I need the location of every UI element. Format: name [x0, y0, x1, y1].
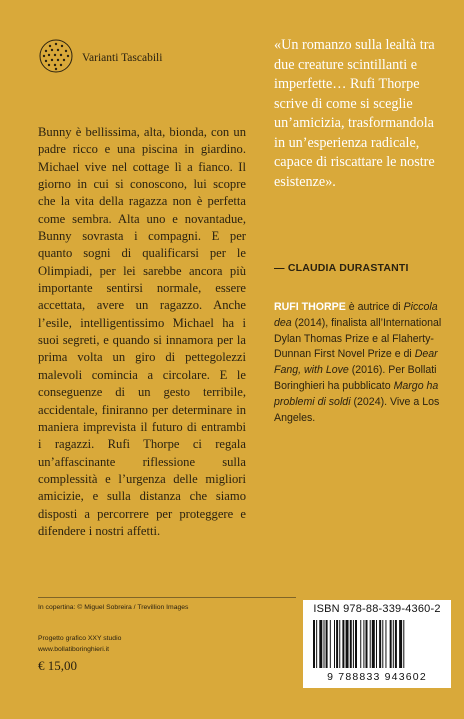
barcode-bar — [355, 620, 357, 668]
barcode-bar — [326, 620, 328, 668]
design-credit — [38, 633, 121, 655]
publisher-seal-icon — [38, 38, 74, 74]
barcode-bar — [346, 620, 349, 668]
bio-text: (2014), finalista all’International Dylan Thomas Prize e al Flaherty-Dunnan First Novel Prize e di — [274, 316, 442, 361]
footer-divider — [38, 597, 296, 598]
barcode-bar — [353, 620, 354, 668]
blurb-quote: «Un romanzo sulla lealtà tra due creature scintillanti e imperfette… Rufi Thorpe scrive di come si sceglie un’amicizia, trasformandola in un’esperienza radicale, capace di riscattare le nostre esistenze». — [274, 37, 435, 190]
barcode-bar — [339, 620, 340, 668]
quote-author: — CLAUDIA DURASTANTI — [274, 262, 409, 274]
designer-line: Progetto grafico XXY studio — [38, 635, 122, 642]
publisher-website: www.bollatiboringhieri.it — [38, 646, 110, 653]
price: € 15,00 — [38, 658, 77, 673]
barcode-bar — [390, 620, 392, 668]
bio-text: (2024). Vive a Los Angeles. — [274, 395, 440, 424]
barcode-bar — [336, 620, 338, 668]
barcode-digits: 9 788833 943602 — [327, 671, 427, 683]
barcode-bar — [360, 620, 361, 668]
barcode-bar — [350, 620, 352, 668]
bio-text: è autrice di — [345, 301, 404, 313]
barcode — [309, 620, 445, 674]
barcode-bar — [330, 620, 331, 668]
bio-text: (2016). Per Bollati Boringhieri ha pubblicato — [274, 364, 437, 392]
book-title: Piccola dea — [274, 301, 438, 329]
barcode-bar — [334, 620, 335, 668]
cover-credit: In copertina: © Miguel Sobreira / Trevillion Images — [38, 604, 189, 611]
barcode-bar — [342, 620, 344, 668]
barcode-bar — [393, 620, 394, 668]
series-name: Varianti Tascabili — [82, 52, 163, 64]
barcode-bar — [376, 620, 377, 668]
author-bio — [274, 300, 450, 426]
barcode-bar — [379, 620, 381, 668]
barcode-bar — [313, 620, 315, 668]
barcode-bar — [395, 620, 397, 668]
isbn-label: ISBN 978-88-339-4360-2 — [313, 603, 441, 615]
author-name: RUFI THORPE — [274, 301, 346, 313]
barcode-bar — [316, 620, 317, 668]
barcode-bar — [366, 620, 368, 668]
book-title: Margo ha problemi di soldi — [274, 379, 439, 408]
barcode-bar — [319, 620, 322, 668]
barcode-bar — [399, 620, 402, 668]
barcode-panel — [303, 600, 451, 688]
barcode-bar — [324, 620, 325, 668]
barcode-bar — [403, 620, 404, 668]
barcode-bar — [382, 620, 383, 668]
barcode-bar — [363, 620, 364, 668]
barcode-bar — [385, 620, 386, 668]
book-title: Dear Fang, with Love — [274, 348, 438, 377]
synopsis-text: Bunny è bellissima, alta, bionda, con un padre ricco e una piscina in giardino. Michael vive nel cottage lì a fianco. Il giorno in cui si conoscono, lui scopre che la vita della ragazza non è perfetta come sembra. Alta uno e novantadue, Bunny sovrasta i compagni. E per quanto sogni di qualificarsi per le Olimpiadi, per lei sarebbe ancora più importante sentirsi normale, essere accettata, avere un ragazzo. Anche l’esile, intelligentissimo Michael ha i suoi segreti, e quando si innamora per la prima volta un giro di pettegolezzi malevoli comincia a circolare. E le conseguenze di un gesto terribile, accidentale, finiranno per determinare in maniera imprevista il futuro di entrambi i ragazzi. Rufi Thorpe ci regala un’affascinante riflessione sulla complessità e l’urgenza delle migliori amicizie, e sulla distanza che siamo disposti a percorrere per proteggere e difendere i nostri affetti. — [38, 125, 246, 538]
barcode-bar — [372, 620, 375, 668]
barcode-bar — [370, 620, 371, 668]
